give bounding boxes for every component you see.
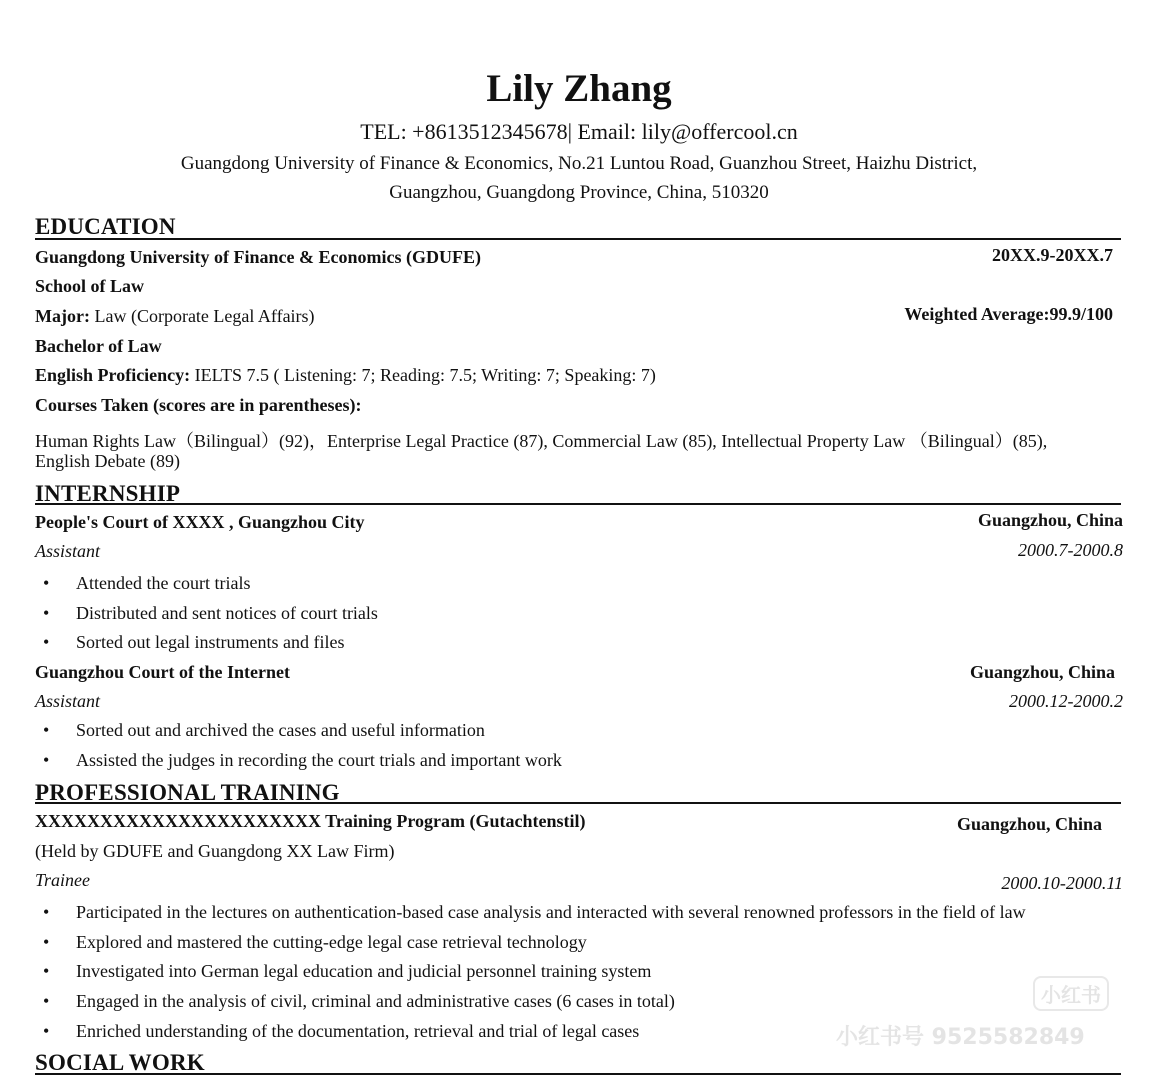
major-value: Law (Corporate Legal Affairs) [89, 306, 315, 326]
internship-location: Guangzhou, China [977, 510, 1123, 530]
section-divider [35, 802, 1121, 804]
training-dates: 2000.10-2000.11 [1001, 873, 1123, 893]
bullet-icon: • [43, 961, 50, 981]
education-major [35, 306, 315, 327]
bullet-text: Attended the court trials [76, 573, 251, 593]
internship-org: Guangzhou Court of the Internet [35, 662, 290, 682]
courses-line-2: English Debate (89) [35, 451, 180, 471]
education-degree: Bachelor of Law [35, 336, 162, 356]
section-divider [35, 238, 1121, 240]
bullet-text: Explored and mastered the cutting-edge legal case retrieval technology [76, 932, 587, 952]
training-held-by: (Held by GDUFE and Guangdong XX Law Firm) [35, 841, 395, 861]
education-dates: 20XX.9-20XX.7 [992, 245, 1113, 265]
section-divider [35, 503, 1121, 505]
internship-role: Assistant [35, 541, 101, 561]
address-line-1: Guangdong University of Finance & Economics, No.21 Luntou Road, Guanzhou Street, Haizhu District, [180, 153, 978, 174]
training-location: Guangzhou, China [956, 814, 1102, 834]
internship-org: People's Court of XXXX , Guangzhou City [35, 512, 365, 532]
section-title-education: EDUCATION [35, 214, 176, 239]
bullet-icon: • [43, 720, 50, 740]
section-title-social-work: SOCIAL WORK [35, 1050, 205, 1075]
major-label: Major: [35, 306, 90, 326]
bullet-icon: • [43, 991, 50, 1011]
education-school: Guangdong University of Finance & Economics (GDUFE) [35, 247, 482, 267]
bullet-icon: • [43, 573, 50, 593]
english-label: English Proficiency: [35, 365, 191, 385]
watermark-logo: 小红书 [1033, 976, 1109, 1011]
bullet-icon: • [43, 603, 50, 623]
bullet-text: Investigated into German legal education and judicial personnel training system [76, 961, 652, 981]
bullet-icon: • [43, 1021, 50, 1041]
education-school-of: School of Law [35, 276, 145, 296]
address-line-2: Guangzhou, Guangdong Province, China, 510320 [389, 182, 769, 203]
bullet-icon: • [43, 750, 50, 770]
bullet-icon: • [43, 932, 50, 952]
weighted-average: Weighted Average:99.9/100 [904, 304, 1113, 324]
bullet-text: Assisted the judges in recording the court trials and important work [76, 750, 562, 770]
bullet-icon: • [43, 632, 50, 652]
internship-dates: 2000.12-2000.2 [1009, 691, 1123, 711]
training-program: XXXXXXXXXXXXXXXXXXXXXX Training Program (Gutachtenstil) [35, 811, 586, 831]
bullet-icon: • [43, 902, 50, 922]
internship-role: Assistant [35, 691, 101, 711]
english-proficiency [35, 365, 656, 386]
section-title-internship: INTERNSHIP [35, 481, 181, 506]
candidate-name: Lily Zhang [486, 67, 672, 110]
courses-line-1: Human Rights Law（Bilingual）(92)，Enterprise Legal Practice (87), Commercial Law (85), Intellectual Property Law （Bilingual）(85), [35, 431, 1048, 451]
section-title-training: PROFESSIONAL TRAINING [35, 780, 340, 805]
watermark-text: 小红书号 9525582849 [836, 1025, 1085, 1050]
courses-label: Courses Taken (scores are in parentheses): [35, 395, 362, 415]
contact-info: TEL: +8613512345678| Email: lily@offercool.cn [360, 119, 798, 144]
bullet-text: Distributed and sent notices of court trials [76, 603, 378, 623]
english-value: IELTS 7.5 ( Listening: 7; Reading: 7.5; Writing: 7; Speaking: 7) [190, 365, 656, 385]
bullet-text: Sorted out and archived the cases and useful information [76, 720, 485, 740]
bullet-text: Participated in the lectures on authentication-based case analysis and interacted with several renowned professors in the field of law [76, 902, 1026, 922]
internship-location: Guangzhou, China [969, 662, 1115, 682]
bullet-text: Sorted out legal instruments and files [76, 632, 345, 652]
training-role: Trainee [35, 870, 91, 890]
internship-dates: 2000.7-2000.8 [1018, 540, 1123, 560]
bullet-text: Engaged in the analysis of civil, criminal and administrative cases (6 cases in total) [76, 991, 675, 1011]
section-divider [35, 1073, 1121, 1075]
bullet-text: Enriched understanding of the documentation, retrieval and trial of legal cases [76, 1021, 640, 1041]
